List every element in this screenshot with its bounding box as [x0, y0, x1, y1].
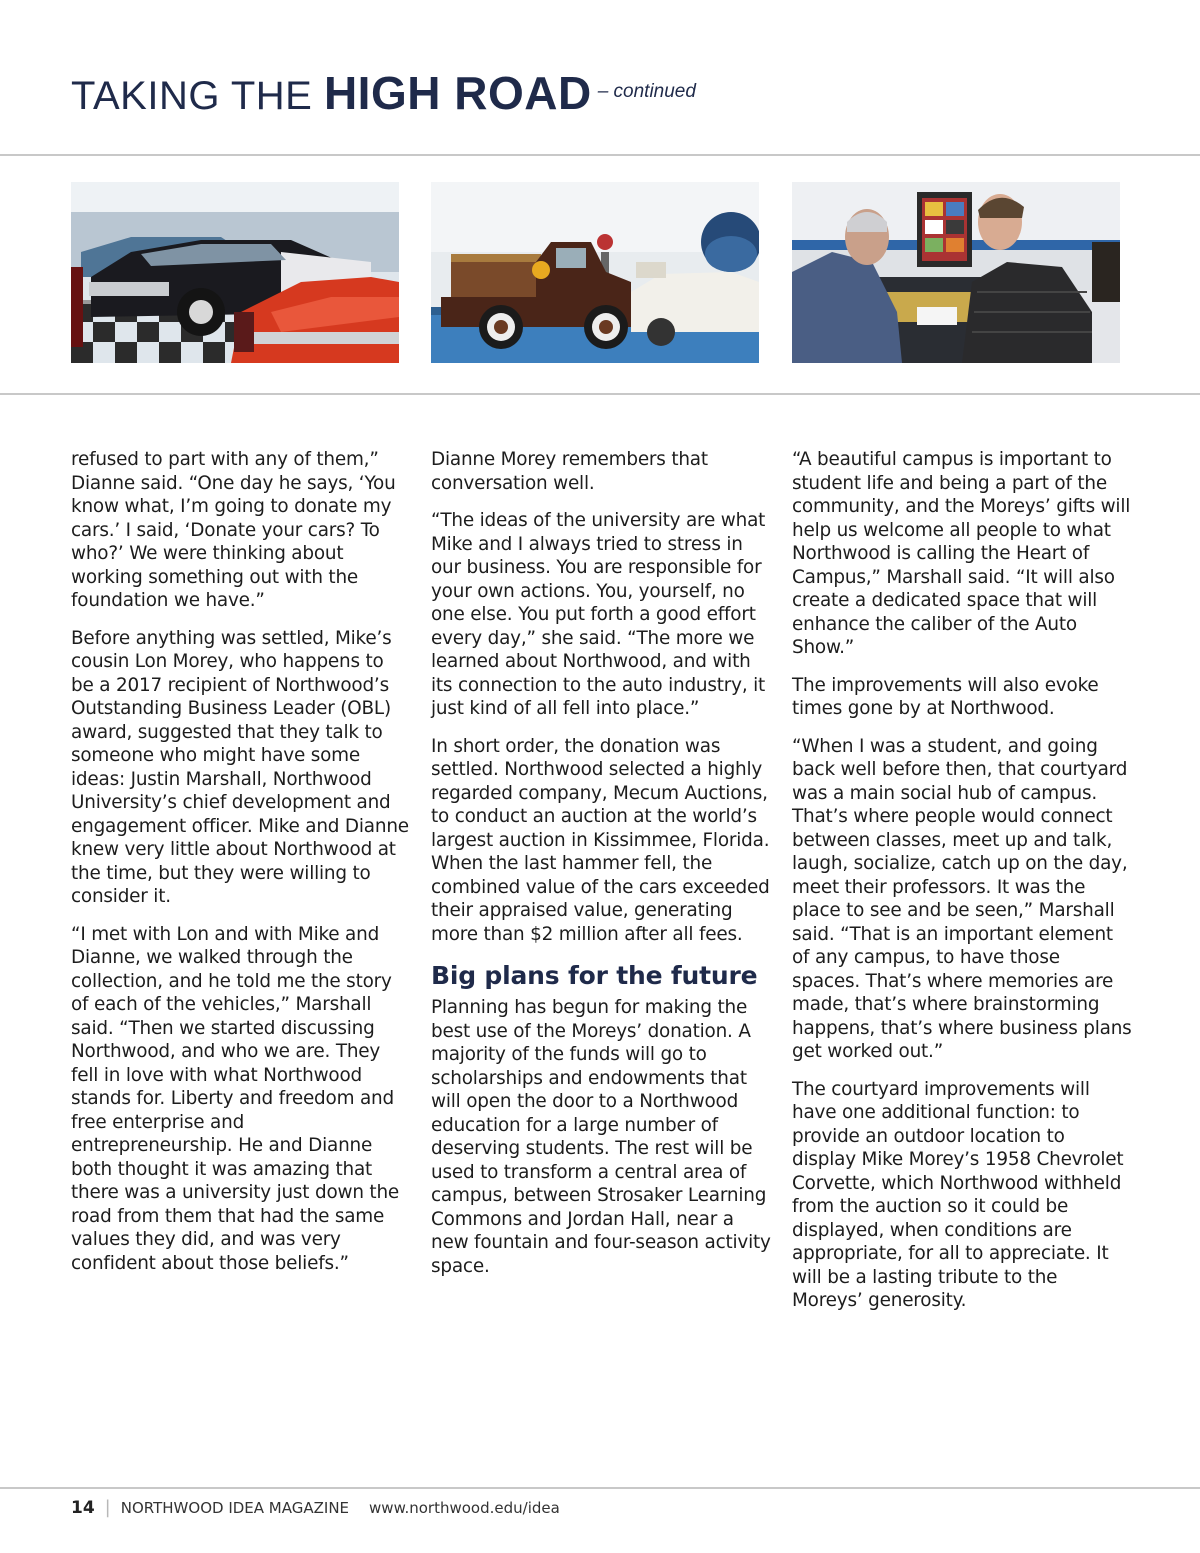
column-1: [71, 448, 411, 1289]
col2-paragraph-1: Dianne Morey remembers that conversation well.: [431, 449, 708, 494]
footer-divider: [0, 1487, 1200, 1489]
two-men-photo: [792, 182, 1120, 363]
page-title: [71, 66, 696, 120]
classic-cars-photo: [71, 182, 399, 363]
page-number: 14: [71, 1498, 95, 1518]
vintage-truck-photo: [431, 182, 759, 363]
col2-paragraph-2: “The ideas of the university are what Mike and I always tried to stress in our business. You are responsible for your own actions. You, yourself, no one else. You put forth a good effort every day,” she said. “The more we learned about Northwood, and with its connection to the auto industry, it just kind of all fell into place.”: [431, 510, 766, 719]
top-divider: [0, 154, 1200, 156]
title-bold: HIGH ROAD: [323, 67, 592, 119]
magazine-url: www.northwood.edu/idea: [369, 1499, 560, 1517]
title-light: TAKING THE: [71, 74, 313, 118]
col1-paragraph-3: “I met with Lon and with Mike and Dianne, we walked through the collection, and he told me the story of each of the vehicles,” Marshall said. “Then we started discussing Northwood, and who we are. They fell in love with what Northwood stands for. Liberty and freedom and free enterprise and entrepreneurship. He and Dianne both thought it was amazing that there was a university just down the road from them that had the same values they did, and was very confident about those beliefs.”: [71, 923, 400, 1274]
col1-paragraph-2: Before anything was settled, Mike’s cousin Lon Morey, who happens to be a 2017 recipient of Northwood’s Outstanding Business Leader (OBL) award, suggested that they talk to someone who might have some ideas: Justin Marshall, Northwood University’s chief development and engagement officer. Mike and Dianne knew very little about Northwood at the time, but they were willing to consider it.: [71, 627, 409, 907]
col3-paragraph-2: The improvements will also evoke times gone by at Northwood.: [792, 674, 1099, 719]
photo-divider: [0, 393, 1200, 395]
column-2: [431, 448, 771, 1292]
col2-paragraph-3: In short order, the donation was settled. Northwood selected a highly regarded company, Mecum Auctions, to conduct an auction at the world’s largest auction in Kissimmee, Florida. When the last hammer fell, the combined value of the cars exceeded their appraised value, generating more than $2 million after all fees.: [431, 735, 770, 945]
col3-paragraph-3: “When I was a student, and going back well before then, that courtyard was a main social hub of campus. That’s where people would connect between classes, meet up and talk, laugh, socialize, catch up on the day, meet their professors. It was the place to see and be seen,” Marshall said. “That is an important element of any campus, to have those spaces. That’s where memories are made, that’s where brainstorming happens, that’s where business plans get worked out.”: [792, 735, 1132, 1062]
col3-paragraph-1: “A beautiful campus is important to student life and being a part of the community, and the Moreys’ gifts will help us welcome all people to what Northwood is calling the Heart of Campus,” Marshall said. “It will also create a dedicated space that will enhance the caliber of the Auto Show.”: [792, 449, 1131, 658]
footer: [71, 1497, 560, 1518]
col1-paragraph-1: refused to part with any of them,” Dianne said. “One day he says, ‘You know what, I’m going to donate my cars.’ I said, ‘Donate your cars? To who?’ We were thinking about working something out with the foundation we have.”: [71, 449, 396, 611]
col2-paragraph-4: Planning has begun for making the best use of the Moreys’ donation. A majority of the funds will go to scholarships and endowments that will open the door to a Northwood education for a large number of deserving students. The rest will be used to transform a central area of campus, between Strosaker Learning Commons and Jordan Hall, near a new fountain and four-season activity space.: [431, 997, 771, 1277]
column-3: [792, 448, 1132, 1327]
col3-paragraph-4: The courtyard improvements will have one additional function: to provide an outdoor location to display Mike Morey’s 1958 Chevrolet Corvette, which Northwood withheld from the auction so it could be displayed, when conditions are appropriate, for all to appreciate. It will be a lasting tribute to the Moreys’ generosity.: [792, 1078, 1124, 1311]
title-continued: – continued: [597, 81, 696, 102]
section-heading: Big plans for the future: [431, 961, 758, 990]
footer-separator: |: [104, 1497, 111, 1518]
magazine-name: NORTHWOOD IDEA MAGAZINE: [120, 1499, 350, 1517]
